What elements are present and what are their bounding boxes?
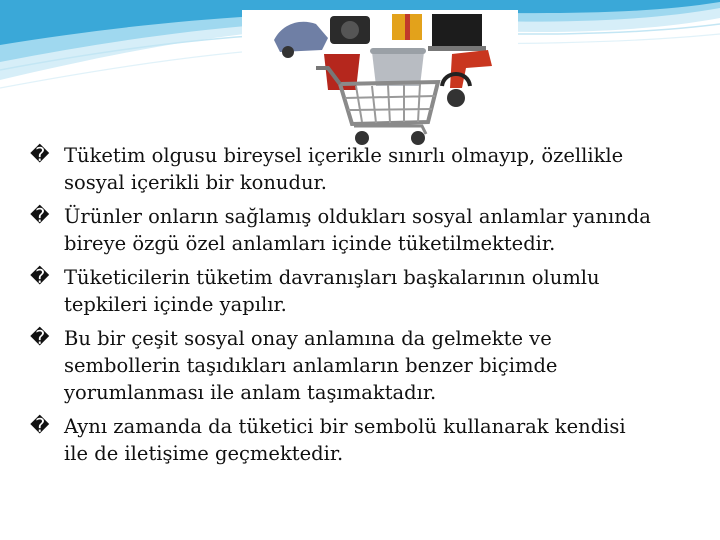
pot-lid-shape [370, 48, 426, 54]
bullet-marker-icon: � [30, 327, 50, 349]
bullet-text-line: Tüketicilerin tüketim davranışları başkalarının olumlu [64, 266, 600, 289]
camera-lens-shape [341, 21, 359, 39]
bullet-list [30, 142, 690, 474]
headphone-cup-shape [447, 89, 465, 107]
bullet-marker-icon: � [30, 205, 50, 227]
bullet-text-line: sembollerin taşıdıkları anlamların benzer biçimde [64, 354, 558, 377]
laptop-base-shape [428, 46, 486, 51]
bullet-marker-icon: � [30, 415, 50, 437]
bullet-item [30, 413, 690, 467]
bullet-item [30, 325, 690, 406]
shopping-cart-illustration [242, 10, 518, 148]
car-wheel-shape [282, 46, 294, 58]
bullet-text-line: Tüketim olgusu bireysel içerikle sınırlı olmayıp, özellikle [64, 144, 624, 167]
bullet-text-line: Aynı zamanda da tüketici bir sembolü kullanarak kendisi [64, 415, 626, 438]
bullet-text-line: sosyal içerikli bir konudur. [64, 171, 327, 194]
bullet-item [30, 203, 690, 257]
bullet-text-line: Ürünler onların sağlamış oldukları sosyal anlamlar yanında [64, 205, 651, 228]
bullet-marker-icon: � [30, 144, 50, 166]
bullet-text-line: tepkileri içinde yapılır. [64, 293, 287, 316]
bullet-text-line: ile de iletişime geçmektedir. [64, 442, 344, 465]
bullet-item [30, 142, 690, 196]
bullet-text-line: yorumlanması ile anlam taşımaktadır. [64, 381, 437, 404]
laptop-screen-shape [432, 14, 482, 46]
bullet-marker-icon: � [30, 266, 50, 288]
bullet-item [30, 264, 690, 318]
bullet-text-line: bireye özgü özel anlamları içinde tüketilmektedir. [64, 232, 556, 255]
gift-ribbon-shape [405, 14, 410, 40]
bullet-text-line: Bu bir çeşit sosyal onay anlamına da gelmekte ve [64, 327, 552, 350]
